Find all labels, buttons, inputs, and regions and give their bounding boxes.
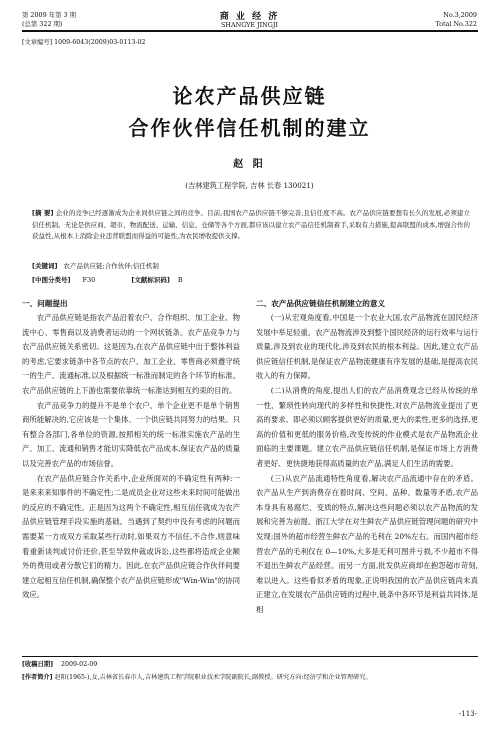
right-paragraph-1: (一)从宏观角度看,中国是一个农业大国,农产品物流在国民经济发展中举足轻重。农产品物流涉及到整个国民经济的运行效率与运行质量,涉及到农业的现代化,涉及到农民的根本利益。因此,建立农产品供应链信任机制,是保证农产品物流健康有序发展的基础,是提高农民收入的有力保障。: [256, 313, 478, 381]
received-value: 2009-02-09: [60, 661, 98, 668]
keywords-text: 农产品供应链;合作伙伴;信任机制: [63, 262, 159, 270]
left-column: [22, 296, 240, 603]
keywords: [32, 261, 159, 272]
author-affiliation: (吉林建筑工程学院, 吉林 长春 130021): [185, 181, 314, 190]
journal-name-en: SHANGYE JINGJI: [221, 21, 278, 29]
right-column: [256, 296, 478, 617]
received-date: [22, 659, 97, 670]
clc-label: [中图分类号]: [32, 276, 71, 284]
right-paragraph-3: (三)从农产品流通特性角度看,解决农产品流通中存在的矛盾。农产品从生产到消费存在着时间、空间、品种、数量等矛盾,农产品本身具有易腐烂、变质的特点,解决这些问题必须以农产品物流的发展和完善为前提。浙江大学在对生鲜农产品供应链管理问题的研究中发现:国外的超市经营生鲜农产品的毛利在 20%左右。而国内超市经营农产品的毛利仅在 0—10%,大多是无利可图并亏损,不少超市不得不退出生鲜农产品经营。而另一方面,批发供应商却在抱怨超市苛刻,难以进入。这些看似矛盾的现象,正说明我国的农产品供应链尚未真正建立,在发展农产品供应链的过程中,链条中各环节是利益共同体,是相: [256, 473, 478, 614]
abstract-text: 企业的竞争已经逐渐成为企业间供应链之间的竞争。目前,我国农产品供应链不够完善,且信任度不高。农产品供应链要想有长久的发展,必须建立信任机制。无论是供应商、超市、物流配送、运输、信息、仓储等各个方面,都应该以建立农产品信任机制着手,采取有力措施,提高联盟的成本,增强合作的获益性,从根本上消除企业违背联盟而得益的可能性,为农民增收提供支撑。: [32, 209, 470, 241]
left-paragraph-1: 农产品供应链是指农产品沿着农户、合作组织、加工企业、物流中心、零售商以及消费者运动的一个网状链条。农产品竞争力与农产品供应链关系密切。这是因为,在农产品供应链中出于整体利益的考虑,它要求链条中各节点的农户、加工企业、零售商必须遵守统一的生产、流通标准,以及根据统一标准而制定的各个环节的标准。农产品供应链的上下游也需要依靠统一标准达到相互约束的目的。: [22, 313, 240, 395]
abstract: [32, 208, 470, 243]
doc-code-value: B: [177, 276, 183, 284]
clc-value: F30: [82, 276, 96, 284]
left-section-heading: 一、问题提出: [22, 299, 68, 308]
keywords-label: [关键词]: [32, 262, 58, 270]
journal-name-cn: 商 业 经 济: [219, 12, 280, 22]
issue-en: No.3,2009: [443, 11, 477, 19]
author-name: 赵 阳: [233, 159, 266, 170]
left-paragraph-3: 在农产品供应链合作关系中,企业所面对的不确定性有两种:一是来来来知事件的不确定性;二是成员企业对这些未来时间可能做出的反应的不确定性。正是因为这两个不确定性,相互信任就成为农产品供应链管理手段实施的基础。当遇到了契约中没有考虑的问题而需要某一方成双方采取某些行动时,如果双方不信任,不合作,则意味着重新谈判或讨价还价,甚至导致仲裁或诉讼,这些都将造成企业额外的费用或者分散它们的精力。因此,在农产品供应链合作伙伴间要建立起相互信任机制,确保整个农产品供应链形成"Win-Win"的协同效应。: [22, 473, 240, 600]
doc-code-label: [文献标识码]: [131, 276, 170, 284]
classification: [32, 275, 183, 286]
footnote-rule: [22, 656, 478, 657]
author-bio: [22, 672, 478, 683]
received-label: [收稿日期]: [22, 661, 53, 668]
title-line-1: 论农产品供应链: [172, 84, 327, 108]
abstract-label: [摘 要]: [32, 209, 54, 217]
page-number: -113-: [458, 710, 477, 718]
author-bio-label: [作者简介]: [22, 674, 53, 681]
author-bio-text: 赵阳(1965-),女,吉林省长春市人,吉林建筑工程学院职业技术学院副院长,副教授。研究方向:经济学和企业管理研究。: [54, 674, 372, 681]
total-issue-en: Total No.322: [435, 20, 477, 28]
title-line-2: 合作伙伴信任机制的建立: [128, 116, 371, 140]
right-section-heading: 二、农产品供应链信任机制建立的意义: [256, 299, 386, 308]
left-paragraph-2: 农产品竞争力的提升不是单个农户、单个企业更不是单个销售商所能解决的,它应该是一个集体、一个供应链共同努力的结果。只有整合各部门,各单位的资源,按照相关的统一标准实施农产品的生产、加工、流通和销售才能切实降低农产品成本,保证农产品的质量以及完善农产品的市场信誉。: [22, 400, 240, 468]
header-rule: [22, 30, 478, 32]
article-code: [文章编号] 1009-6043(2009)03-0113-02: [22, 39, 146, 46]
issue-label: 第 2009 年第 3 期: [22, 11, 77, 19]
total-issue-label: (总第 322 期): [22, 20, 63, 28]
right-paragraph-2: (二)从消费的角度,提出人们的农产品消费观念已经从传统的单一性、繁琐性转向现代的多样性和快捷性,对农产品物流业提出了更高的要求。即必须以顾客提供更好的质量,更大的柔性,更多的选择,更高的价值和更低的服务价格,改变传统的作业模式是农产品物流企业面临的主要课题。建立农产品供应链信任机制,是保证市场上方消费者更好、更快捷地获得高质量的农产品,满足人们生活的需要。: [256, 385, 478, 468]
